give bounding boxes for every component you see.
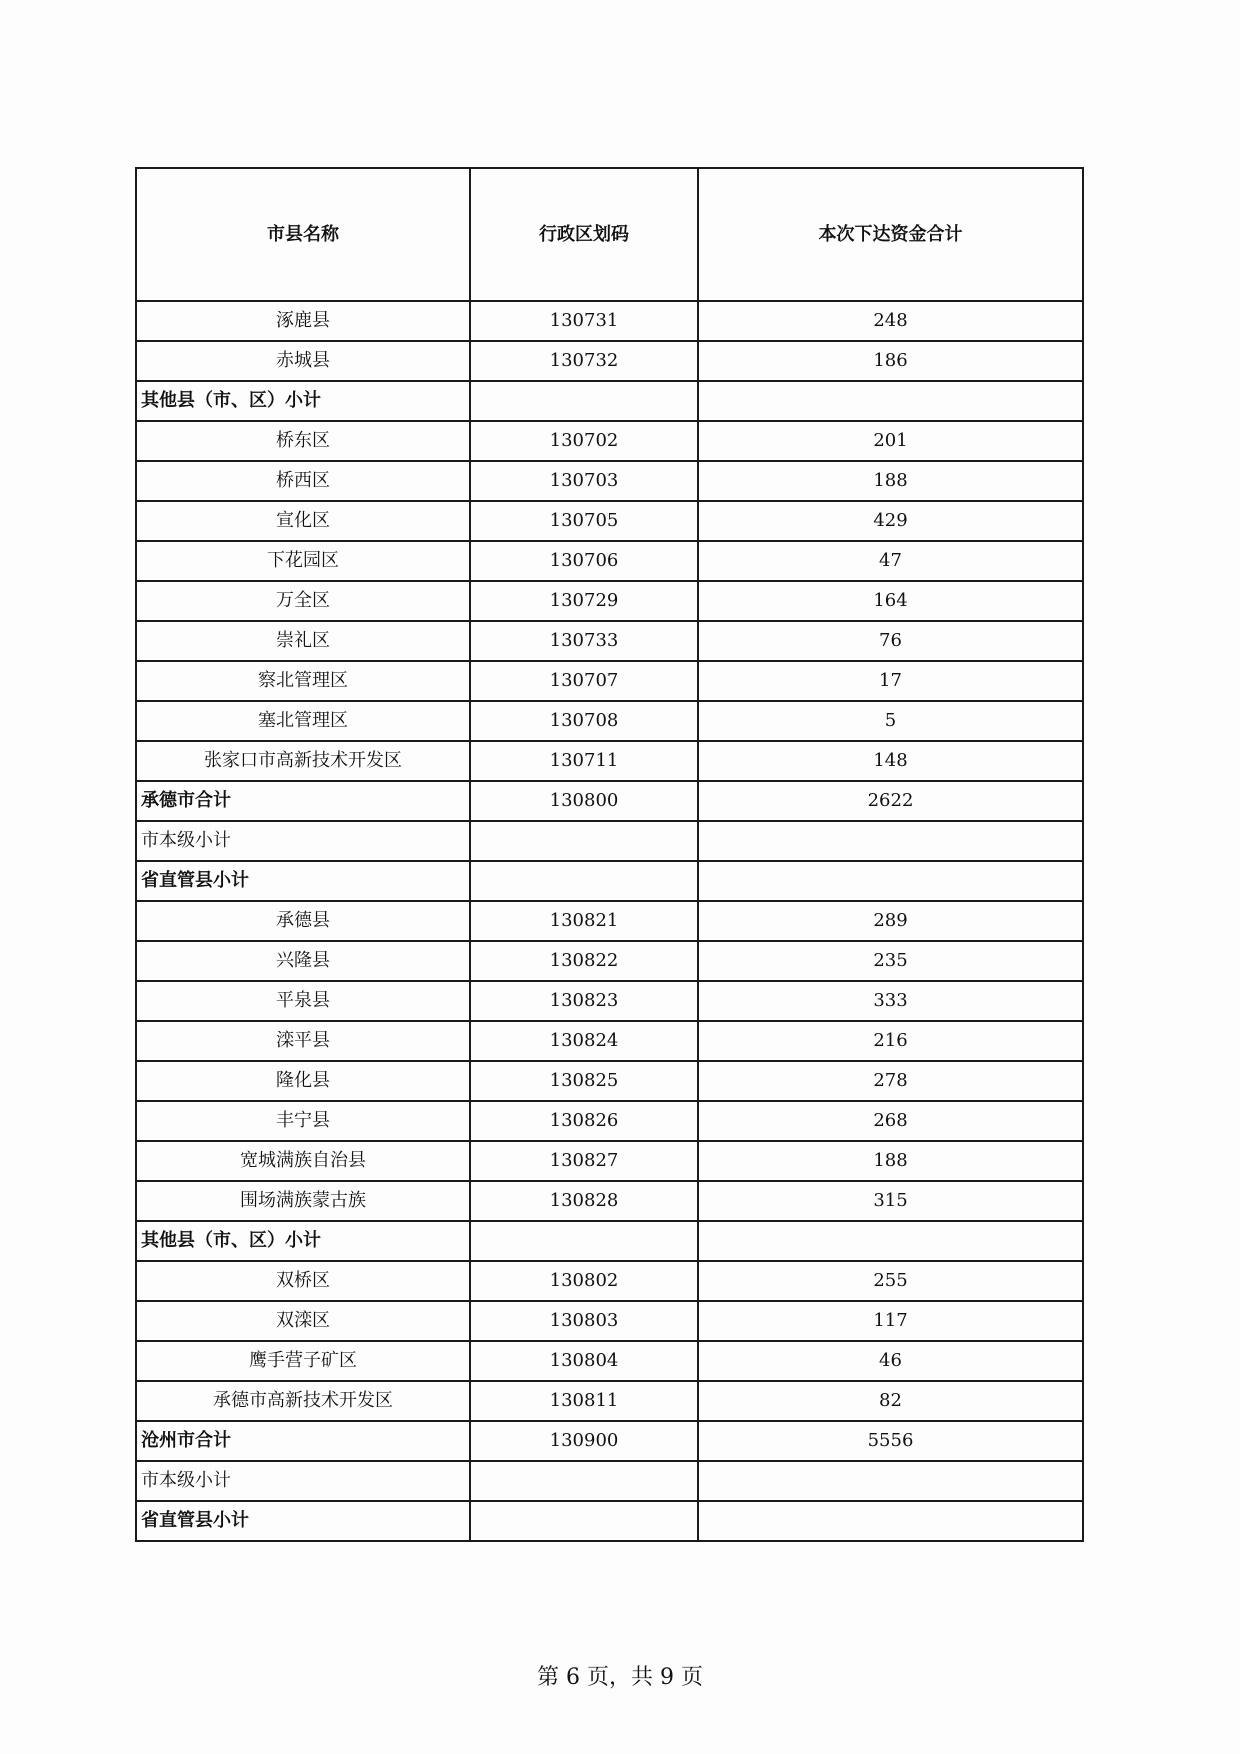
table-row <box>136 861 1083 901</box>
cell-county-name: 市本级小计 <box>136 821 470 861</box>
cell-county-name: 崇礼区 <box>136 621 470 661</box>
cell-admin-code: 130900 <box>470 1421 698 1461</box>
cell-county-name: 沧州市合计 <box>136 1421 470 1461</box>
cell-admin-code: 130702 <box>470 421 698 461</box>
table-row <box>136 541 1083 581</box>
cell-fund-amount: 76 <box>698 621 1083 661</box>
cell-fund-amount: 216 <box>698 1021 1083 1061</box>
cell-fund-amount: 46 <box>698 1341 1083 1381</box>
table-row <box>136 741 1083 781</box>
cell-county-name: 省直管县小计 <box>136 861 470 901</box>
table-row <box>136 581 1083 621</box>
cell-county-name: 下花园区 <box>136 541 470 581</box>
table-row <box>136 1381 1083 1421</box>
header-admin-code: 行政区划码 <box>470 168 698 301</box>
table-row <box>136 941 1083 981</box>
table-row <box>136 661 1083 701</box>
cell-county-name: 桥东区 <box>136 421 470 461</box>
table-row <box>136 341 1083 381</box>
cell-fund-amount: 117 <box>698 1301 1083 1341</box>
cell-county-name: 宣化区 <box>136 501 470 541</box>
cell-county-name: 涿鹿县 <box>136 301 470 341</box>
cell-fund-amount: 315 <box>698 1181 1083 1221</box>
cell-fund-amount: 2622 <box>698 781 1083 821</box>
cell-admin-code: 130800 <box>470 781 698 821</box>
cell-admin-code: 130811 <box>470 1381 698 1421</box>
cell-admin-code: 130729 <box>470 581 698 621</box>
cell-admin-code: 130828 <box>470 1181 698 1221</box>
cell-admin-code: 130824 <box>470 1021 698 1061</box>
cell-county-name: 承德县 <box>136 901 470 941</box>
cell-fund-amount <box>698 1461 1083 1501</box>
cell-admin-code: 130705 <box>470 501 698 541</box>
cell-admin-code: 130733 <box>470 621 698 661</box>
cell-county-name: 隆化县 <box>136 1061 470 1101</box>
cell-admin-code: 130825 <box>470 1061 698 1101</box>
cell-admin-code <box>470 1221 698 1261</box>
table-row <box>136 501 1083 541</box>
table-row <box>136 1301 1083 1341</box>
cell-admin-code: 130708 <box>470 701 698 741</box>
cell-fund-amount <box>698 381 1083 421</box>
table-header-row <box>136 168 1083 301</box>
cell-admin-code: 130711 <box>470 741 698 781</box>
table-row <box>136 1461 1083 1501</box>
cell-admin-code: 130823 <box>470 981 698 1021</box>
cell-fund-amount: 82 <box>698 1381 1083 1421</box>
cell-county-name: 滦平县 <box>136 1021 470 1061</box>
table-row <box>136 1061 1083 1101</box>
cell-admin-code <box>470 1501 698 1541</box>
header-county-name: 市县名称 <box>136 168 470 301</box>
cell-admin-code: 130804 <box>470 1341 698 1381</box>
table-row <box>136 901 1083 941</box>
cell-admin-code: 130731 <box>470 301 698 341</box>
cell-admin-code: 130826 <box>470 1101 698 1141</box>
cell-admin-code: 130827 <box>470 1141 698 1181</box>
cell-county-name: 鹰手营子矿区 <box>136 1341 470 1381</box>
fund-allocation-table <box>135 167 1084 1542</box>
cell-county-name: 万全区 <box>136 581 470 621</box>
cell-admin-code: 130703 <box>470 461 698 501</box>
cell-county-name: 其他县（市、区）小计 <box>136 381 470 421</box>
cell-county-name: 市本级小计 <box>136 1461 470 1501</box>
table-row <box>136 1101 1083 1141</box>
cell-fund-amount: 429 <box>698 501 1083 541</box>
cell-admin-code <box>470 821 698 861</box>
table-row <box>136 1221 1083 1261</box>
cell-fund-amount: 268 <box>698 1101 1083 1141</box>
cell-county-name: 丰宁县 <box>136 1101 470 1141</box>
cell-county-name: 平泉县 <box>136 981 470 1021</box>
table-row <box>136 821 1083 861</box>
cell-fund-amount: 255 <box>698 1261 1083 1301</box>
cell-fund-amount: 278 <box>698 1061 1083 1101</box>
cell-admin-code: 130732 <box>470 341 698 381</box>
cell-fund-amount <box>698 1501 1083 1541</box>
cell-county-name: 省直管县小计 <box>136 1501 470 1541</box>
cell-fund-amount: 188 <box>698 461 1083 501</box>
cell-county-name: 赤城县 <box>136 341 470 381</box>
table-row <box>136 1261 1083 1301</box>
cell-county-name: 桥西区 <box>136 461 470 501</box>
cell-county-name: 察北管理区 <box>136 661 470 701</box>
cell-fund-amount <box>698 861 1083 901</box>
cell-county-name: 承德市合计 <box>136 781 470 821</box>
cell-county-name: 其他县（市、区）小计 <box>136 1221 470 1261</box>
cell-fund-amount: 5556 <box>698 1421 1083 1461</box>
cell-fund-amount: 148 <box>698 741 1083 781</box>
cell-fund-amount: 201 <box>698 421 1083 461</box>
cell-county-name: 围场满族蒙古族 <box>136 1181 470 1221</box>
header-fund-total: 本次下达资金合计 <box>698 168 1083 301</box>
table-body <box>136 301 1083 1541</box>
cell-fund-amount: 289 <box>698 901 1083 941</box>
cell-fund-amount: 164 <box>698 581 1083 621</box>
table-row <box>136 1501 1083 1541</box>
cell-admin-code <box>470 861 698 901</box>
page-number: 第 6 页，共 9 页 <box>537 1665 703 1690</box>
table-row <box>136 301 1083 341</box>
cell-county-name: 兴隆县 <box>136 941 470 981</box>
cell-fund-amount: 17 <box>698 661 1083 701</box>
cell-admin-code: 130803 <box>470 1301 698 1341</box>
cell-fund-amount <box>698 1221 1083 1261</box>
table-row <box>136 701 1083 741</box>
cell-county-name: 宽城满族自治县 <box>136 1141 470 1181</box>
cell-fund-amount: 333 <box>698 981 1083 1021</box>
cell-admin-code: 130706 <box>470 541 698 581</box>
table-row <box>136 1341 1083 1381</box>
table-row <box>136 1141 1083 1181</box>
cell-admin-code: 130822 <box>470 941 698 981</box>
cell-county-name: 塞北管理区 <box>136 701 470 741</box>
table-row <box>136 981 1083 1021</box>
cell-county-name: 双滦区 <box>136 1301 470 1341</box>
cell-admin-code: 130802 <box>470 1261 698 1301</box>
table-row <box>136 781 1083 821</box>
table-row <box>136 381 1083 421</box>
cell-fund-amount: 188 <box>698 1141 1083 1181</box>
table-row <box>136 621 1083 661</box>
cell-fund-amount: 47 <box>698 541 1083 581</box>
cell-fund-amount: 248 <box>698 301 1083 341</box>
cell-fund-amount: 235 <box>698 941 1083 981</box>
cell-fund-amount <box>698 821 1083 861</box>
cell-admin-code: 130821 <box>470 901 698 941</box>
table-row <box>136 1021 1083 1061</box>
cell-county-name: 张家口市高新技术开发区 <box>136 741 470 781</box>
cell-admin-code: 130707 <box>470 661 698 701</box>
cell-county-name: 承德市高新技术开发区 <box>136 1381 470 1421</box>
cell-fund-amount: 5 <box>698 701 1083 741</box>
cell-county-name: 双桥区 <box>136 1261 470 1301</box>
table-row <box>136 421 1083 461</box>
table-row <box>136 461 1083 501</box>
cell-admin-code <box>470 381 698 421</box>
cell-fund-amount: 186 <box>698 341 1083 381</box>
table-row <box>136 1421 1083 1461</box>
table-row <box>136 1181 1083 1221</box>
cell-admin-code <box>470 1461 698 1501</box>
